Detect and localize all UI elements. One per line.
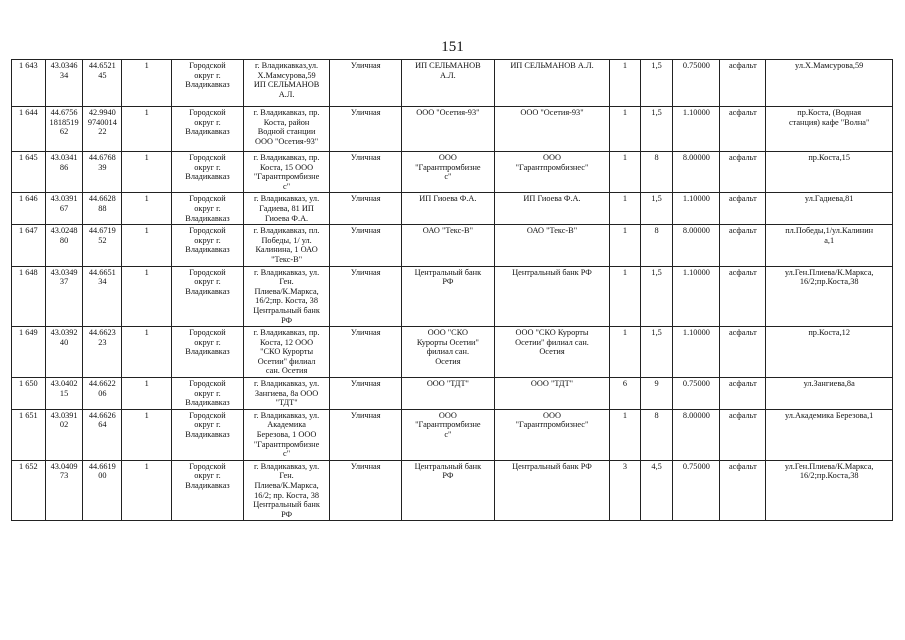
cell-total-volume: 8.00000 bbox=[673, 152, 720, 193]
cell-total-volume: 1.10000 bbox=[673, 193, 720, 225]
cell-count: 1 bbox=[122, 409, 172, 460]
cell-total-volume: 0.75000 bbox=[673, 378, 720, 410]
cell-total-volume: 8.00000 bbox=[673, 225, 720, 266]
cell-site-address: пл.Победы,1/ул.Калинин а,1 bbox=[766, 225, 893, 266]
cell-row-number: 1 643 bbox=[12, 60, 46, 107]
cell-operator: ООО "Гарантпромбизнес" bbox=[494, 409, 609, 460]
cell-address: г. Владикавказ, пр. Коста, 15 ООО "Гарантпромбизне с" bbox=[243, 152, 330, 193]
cell-address: г. Владикавказ, ул. Ген. Плиева/К.Маркса, 16/2;пр. Коста, 38 Центральный банк РФ bbox=[243, 266, 330, 327]
cell-longitude: 42.9940 9740014 22 bbox=[83, 107, 122, 152]
cell-count: 1 bbox=[122, 107, 172, 152]
cell-site-address: ул.Академика Березова,1 bbox=[766, 409, 893, 460]
cell-total-volume: 1.10000 bbox=[673, 107, 720, 152]
cell-latitude: 43.0349 37 bbox=[45, 266, 83, 327]
cell-containers-count: 1 bbox=[610, 152, 641, 193]
cell-operator: ООО "Осетия-93" bbox=[494, 107, 609, 152]
cell-location-type: Уличная bbox=[330, 266, 401, 327]
cell-count: 1 bbox=[122, 225, 172, 266]
cell-municipality: Городской округ г. Владикавказ bbox=[172, 152, 243, 193]
cell-location-type: Уличная bbox=[330, 60, 401, 107]
cell-containers-count: 1 bbox=[610, 266, 641, 327]
cell-longitude: 44.6628 88 bbox=[83, 193, 122, 225]
table-row bbox=[12, 327, 893, 378]
cell-surface-type: асфальт bbox=[720, 266, 766, 327]
cell-owner: ООО "Гарантпромбизне с" bbox=[401, 409, 494, 460]
cell-latitude: 43.0392 40 bbox=[45, 327, 83, 378]
cell-site-address: ул.Гадиева,81 bbox=[766, 193, 893, 225]
cell-surface-type: асфальт bbox=[720, 107, 766, 152]
cell-count: 1 bbox=[122, 60, 172, 107]
cell-containers-count: 1 bbox=[610, 409, 641, 460]
cell-owner: ИП СЕЛЬМАНОВ А.Л. bbox=[401, 60, 494, 107]
cell-location-type: Уличная bbox=[330, 460, 401, 521]
cell-count: 1 bbox=[122, 378, 172, 410]
cell-row-number: 1 648 bbox=[12, 266, 46, 327]
cell-latitude: 44.6756 1818519 62 bbox=[45, 107, 83, 152]
cell-latitude: 43.0391 02 bbox=[45, 409, 83, 460]
cell-container-volume: 1,5 bbox=[640, 193, 673, 225]
cell-row-number: 1 645 bbox=[12, 152, 46, 193]
cell-site-address: пр.Коста,15 bbox=[766, 152, 893, 193]
cell-operator: Центральный банк РФ bbox=[494, 460, 609, 521]
cell-container-volume: 8 bbox=[640, 152, 673, 193]
cell-longitude: 44.6623 23 bbox=[83, 327, 122, 378]
cell-surface-type: асфальт bbox=[720, 409, 766, 460]
table-row bbox=[12, 193, 893, 225]
cell-site-address: пр.Коста, (Водная станция) кафе "Волна" bbox=[766, 107, 893, 152]
cell-row-number: 1 651 bbox=[12, 409, 46, 460]
cell-owner: ООО "ТДТ" bbox=[401, 378, 494, 410]
cell-longitude: 44.6719 52 bbox=[83, 225, 122, 266]
cell-municipality: Городской округ г. Владикавказ bbox=[172, 378, 243, 410]
cell-total-volume: 1.10000 bbox=[673, 266, 720, 327]
cell-address: г. Владикавказ,ул. Х.Мамсурова,59 ИП СЕЛЬМАНОВ А.Л. bbox=[243, 60, 330, 107]
cell-count: 1 bbox=[122, 193, 172, 225]
cell-row-number: 1 650 bbox=[12, 378, 46, 410]
cell-latitude: 43.0248 80 bbox=[45, 225, 83, 266]
cell-address: г. Владикавказ, ул. Ген. Плиева/К.Маркса, 16/2; пр. Коста, 38 Центральный банк РФ bbox=[243, 460, 330, 521]
table-row bbox=[12, 225, 893, 266]
cell-owner: ООО "Осетия-93" bbox=[401, 107, 494, 152]
cell-total-volume: 0.75000 bbox=[673, 460, 720, 521]
cell-container-volume: 8 bbox=[640, 409, 673, 460]
cell-municipality: Городской округ г. Владикавказ bbox=[172, 193, 243, 225]
cell-surface-type: асфальт bbox=[720, 460, 766, 521]
cell-count: 1 bbox=[122, 327, 172, 378]
cell-owner: Центральный банк РФ bbox=[401, 460, 494, 521]
cell-latitude: 43.0391 67 bbox=[45, 193, 83, 225]
cell-address: г. Владикавказ, пр. Коста, район Водной станции ООО "Осетия-93" bbox=[243, 107, 330, 152]
cell-operator: ООО "ТДТ" bbox=[494, 378, 609, 410]
cell-operator: ООО "Гарантпромбизнес" bbox=[494, 152, 609, 193]
cell-surface-type: асфальт bbox=[720, 378, 766, 410]
cell-location-type: Уличная bbox=[330, 107, 401, 152]
cell-surface-type: асфальт bbox=[720, 60, 766, 107]
cell-containers-count: 6 bbox=[610, 378, 641, 410]
cell-longitude: 44.6768 39 bbox=[83, 152, 122, 193]
cell-owner: ООО "Гарантпромбизне с" bbox=[401, 152, 494, 193]
cell-operator: ИП Гиоева Ф.А. bbox=[494, 193, 609, 225]
cell-container-volume: 1,5 bbox=[640, 327, 673, 378]
cell-municipality: Городской округ г. Владикавказ bbox=[172, 225, 243, 266]
page-number: 151 bbox=[441, 39, 464, 55]
cell-longitude: 44.6651 34 bbox=[83, 266, 122, 327]
cell-location-type: Уличная bbox=[330, 225, 401, 266]
cell-longitude: 44.6622 06 bbox=[83, 378, 122, 410]
cell-address: г. Владикавказ, пл. Победы, 1/ ул. Калинина, 1 ОАО "Текс-В" bbox=[243, 225, 330, 266]
cell-owner: ИП Гиоева Ф.А. bbox=[401, 193, 494, 225]
cell-address: г. Владикавказ, ул. Академика Березова, 1 ООО "Гарантпромбизне с" bbox=[243, 409, 330, 460]
cell-count: 1 bbox=[122, 152, 172, 193]
cell-site-address: пр.Коста,12 bbox=[766, 327, 893, 378]
cell-site-address: ул.Ген.Плиева/К.Маркса, 16/2;пр.Коста,38 bbox=[766, 266, 893, 327]
cell-container-volume: 9 bbox=[640, 378, 673, 410]
cell-containers-count: 1 bbox=[610, 60, 641, 107]
cell-location-type: Уличная bbox=[330, 193, 401, 225]
table-row bbox=[12, 107, 893, 152]
cell-row-number: 1 649 bbox=[12, 327, 46, 378]
cell-total-volume: 0.75000 bbox=[673, 60, 720, 107]
cell-count: 1 bbox=[122, 460, 172, 521]
cell-containers-count: 1 bbox=[610, 225, 641, 266]
cell-municipality: Городской округ г. Владикавказ bbox=[172, 409, 243, 460]
cell-containers-count: 1 bbox=[610, 193, 641, 225]
cell-location-type: Уличная bbox=[330, 152, 401, 193]
cell-owner: Центральный банк РФ bbox=[401, 266, 494, 327]
cell-total-volume: 1.10000 bbox=[673, 327, 720, 378]
cell-row-number: 1 644 bbox=[12, 107, 46, 152]
cell-location-type: Уличная bbox=[330, 409, 401, 460]
cell-owner: ОАО "Текс-В" bbox=[401, 225, 494, 266]
cell-longitude: 44.6521 45 bbox=[83, 60, 122, 107]
cell-longitude: 44.6619 00 bbox=[83, 460, 122, 521]
cell-container-volume: 1,5 bbox=[640, 107, 673, 152]
cell-surface-type: асфальт bbox=[720, 152, 766, 193]
cell-municipality: Городской округ г. Владикавказ bbox=[172, 266, 243, 327]
cell-count: 1 bbox=[122, 266, 172, 327]
cell-operator: ИП СЕЛЬМАНОВ А.Л. bbox=[494, 60, 609, 107]
cell-row-number: 1 646 bbox=[12, 193, 46, 225]
cell-container-volume: 4,5 bbox=[640, 460, 673, 521]
table-row bbox=[12, 60, 893, 107]
cell-operator: Центральный банк РФ bbox=[494, 266, 609, 327]
cell-latitude: 43.0409 73 bbox=[45, 460, 83, 521]
table-row bbox=[12, 409, 893, 460]
cell-site-address: ул.Х.Мамсурова,59 bbox=[766, 60, 893, 107]
cell-containers-count: 1 bbox=[610, 107, 641, 152]
cell-containers-count: 3 bbox=[610, 460, 641, 521]
table-row bbox=[12, 266, 893, 327]
cell-municipality: Городской округ г. Владикавказ bbox=[172, 107, 243, 152]
cell-municipality: Городской округ г. Владикавказ bbox=[172, 460, 243, 521]
cell-operator: ОАО "Текс-В" bbox=[494, 225, 609, 266]
cell-site-address: ул.Зангиева,8а bbox=[766, 378, 893, 410]
table-row bbox=[12, 378, 893, 410]
table-row bbox=[12, 152, 893, 193]
cell-municipality: Городской округ г. Владикавказ bbox=[172, 60, 243, 107]
cell-container-volume: 1,5 bbox=[640, 266, 673, 327]
cell-container-volume: 1,5 bbox=[640, 60, 673, 107]
registry-table bbox=[11, 59, 893, 521]
table-row bbox=[12, 460, 893, 521]
cell-surface-type: асфальт bbox=[720, 225, 766, 266]
cell-latitude: 43.0341 86 bbox=[45, 152, 83, 193]
cell-surface-type: асфальт bbox=[720, 193, 766, 225]
cell-total-volume: 8.00000 bbox=[673, 409, 720, 460]
cell-owner: ООО "СКО Курорты Осетии" филиал сан. Осетия bbox=[401, 327, 494, 378]
cell-surface-type: асфальт bbox=[720, 327, 766, 378]
cell-location-type: Уличная bbox=[330, 378, 401, 410]
cell-row-number: 1 652 bbox=[12, 460, 46, 521]
cell-municipality: Городской округ г. Владикавказ bbox=[172, 327, 243, 378]
cell-latitude: 43.0402 15 bbox=[45, 378, 83, 410]
cell-address: г. Владикавказ, ул. Гадиева, 81 ИП Гиоева Ф.А. bbox=[243, 193, 330, 225]
cell-latitude: 43.0346 34 bbox=[45, 60, 83, 107]
cell-site-address: ул.Ген.Плиева/К.Маркса, 16/2;пр.Коста,38 bbox=[766, 460, 893, 521]
cell-containers-count: 1 bbox=[610, 327, 641, 378]
cell-operator: ООО "СКО Курорты Осетии" филиал сан. Осетия bbox=[494, 327, 609, 378]
cell-container-volume: 8 bbox=[640, 225, 673, 266]
cell-row-number: 1 647 bbox=[12, 225, 46, 266]
cell-address: г. Владикавказ, ул. Зангиева, 8а ООО "ТДТ" bbox=[243, 378, 330, 410]
cell-longitude: 44.6626 64 bbox=[83, 409, 122, 460]
cell-address: г. Владикавказ, пр. Коста, 12 ООО "СКО Курорты Осетии" филиал сан. Осетия bbox=[243, 327, 330, 378]
cell-location-type: Уличная bbox=[330, 327, 401, 378]
